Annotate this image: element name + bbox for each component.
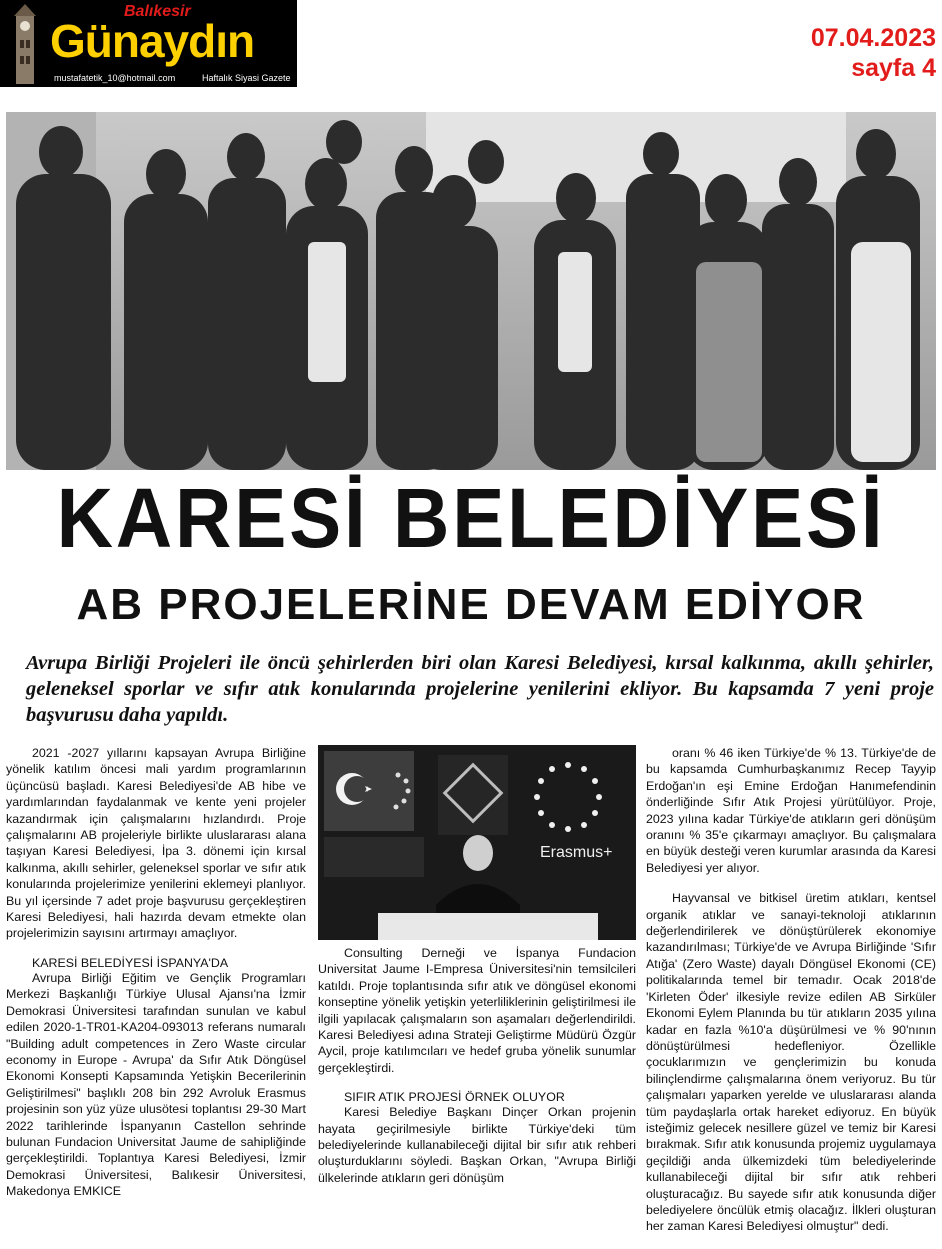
group-photo — [6, 112, 936, 470]
inset-photo — [318, 745, 636, 940]
group-photo-image — [6, 112, 936, 470]
section-heading: KARESİ BELEDİYESİ İSPANYA'DA — [32, 955, 229, 970]
masthead-email: mustafatetik_10@hotmail.com — [54, 73, 176, 83]
masthead-name: Günaydın — [50, 15, 255, 67]
page-number: sayfa 4 — [851, 54, 936, 82]
article-column-2 — [318, 945, 636, 1200]
headline: KARESİ BELEDİYESİ — [56, 471, 886, 565]
paragraph: 2021 -2027 yıllarını kapsayan Avrupa Birliğine yönelik katılım öncesi mali yardım programlarının üçüncüsü başladı. Karesi Belediyesi'de AB hibe ve yardımlarından faydalanmak ve kente yeni projeler kazandırmak için çalışmalarını hızlandırdı. Proje çalışmalarını AB projeleriyle birlikte uluslararası alana taşıyan Karesi Belediyesi, İpa 3. dönemi için kırsal kalkınma, akıllı sehirler, geleneksel sporlar ve sıfır atık konularında projelerimize yenilerini eklemeyi planlıyor. Bu yıl içersinde 7 adet proje başvurusu gerçekleştiren Karesi Belediyesi, hali hazırda devam etmekte olan projelerimizin sayısını artırmayı amaçlıyor. — [6, 746, 306, 941]
inset-photo-image — [318, 745, 636, 940]
article-column-1 — [6, 745, 306, 1214]
masthead-tagline: Haftalık Siyasi Gazete — [202, 73, 291, 83]
paragraph: Hayvansal ve bitkisel üretim atıkları, kentsel organik atıklar ve sanayi-teknoloji atıklarının değerlendirilerek ve dönüştürülerek ekonomiye kazandırılması; Türkiye'de ve Avrupa Birliğinde 'Sıfır Atığa' (Zero Waste) dayalı Döngüsel Ekonomi (CE) politikalarında temel bir temadır. Ocak 2018'de 'Kirleten Öder' ilkesiyle revize edilen AB Sirküler Ekonomi Eylem Planında bu tür atıkların 2035 yılına kadar en fazla %10'a düşürülmesi ve % 90'nının dönüştürülmesi hedefleniyor. Özellikle çocuklarımızın ve gençlerimizin bu konuda bilinçlendirme çalışmalarına önem veriyoruz. Bu tür çalışmaları yaparken yerelde ve uluslararası alanda tüm paydaşlarla ortak hareket ediyoruz. En büyük isteğimiz gelecek nesillere güzel ve temiz bir Karesi bırakmak. Sıfır atık konusunda projemiz uygulamaya geçildiği anda ülkemizdeki tüm belediyelerinde kullanabileceği dijital bir sıfır atık rehberi oluşturacağız. Bu sayede sıfır atık konusunda diğer belediyelere öncülük etmiş olacağız. İlkleri oluşturan her zaman Karesi Belediyesi olmuştur" dedi. — [646, 891, 936, 1234]
issue-date: 07.04.2023 — [810, 24, 936, 52]
lead-paragraph: Avrupa Birliği Projeleri ile öncü şehirlerden biri olan Karesi Belediyesi, kırsal kalkınma, akıllı şehirler, geleneksel sporlar ve sıfır atık konularında projelerine yenilerini ekliyor. Bu kapsamda 7 yeni proje başvurusu daha yapıldı. — [26, 652, 934, 726]
paragraph: oranı % 46 iken Türkiye'de % 13. Türkiye'de de bu kapsamda Cumhurbaşkanımız Recep Tayyip Erdoğan'ın eşi Emine Erdoğan Hanımefendinin önderliğinde Sıfır Atık Projesi yürütülüyor. Proje, 2023 yılına kadar Türkiye'de atıkların geri dönüşüm oranını % 35'e çıkarmayı amaçlıyor. Bu çalışmalara en büyük desteği veren kurumlar arasında da Karesi Belediyesi yer alıyor. — [646, 746, 936, 875]
paragraph: Karesi Belediye Başkanı Dinçer Orkan projenin hayata geçirilmesiyle birlikte Türkiye'deki tüm belediyelerinde kullanabileceği dijital bir sıfır atık rehberi oluşturduklarını söyledi. Başkan Orkan, "Avrupa Birliği ülkelerinde atıkların geri dönüşüm — [318, 1105, 636, 1185]
section-heading: SIFIR ATIK PROJESİ ÖRNEK OLUYOR — [344, 1090, 565, 1105]
article-column-3 — [646, 745, 936, 1249]
inset-caption: Erasmus+ — [540, 844, 613, 861]
masthead-logo — [0, 0, 297, 87]
paragraph: Avrupa Birliği Eğitim ve Gençlik Programları Merkezi Başkanlığı Türkiye Ulusal Ajansı'na İzmir Demokrasi Üniversitesi tarafından sunulan ve kabul edilen 2020-1-TR01-KA204-093013 referans numaralı "Building adult competences in Zero Waste circular economy in Europe - Avrupa' da Sıfır Atık Döngüsel Ekonomi Konsepti Kapsamında Yetişkin Becerilerinin Geliştirilmesi" başlıklı 208 bin 292 Avroluk Erasmus projesinin son yüz yüze ulusötesi toplantısı 29-30 Mart 2022 tarihlerinde İspanyanın Castellon sehrinde bulunan Fundacion Universitat Jaume de sahipliğinde gerçekleştirildi. Toplantıya Karesi Belediyesi, İzmir Demokrasi Üniversitesi, Balıkesir Üniversitesi, Makedonya EMKICE — [6, 970, 306, 1199]
paragraph: Consulting Derneği ve İspanya Fundacion Universitat Jaume I-Empresa Üniversitesi'nin temsilcileri katıldı. Proje toplantısında sıfır atık ve döngüsel ekonomi konseptine yönelik yetişkin yeterliliklerinin geliştirilmesi ile ilgili yapılacak çalışmaların son aşamaları değerlendirildi. Karesi Belediyesi adına Strateji Geliştirme Müdürü Özgür Aycil, proje katılımcıları ve hedef gruba yönelik sunumlar gerçekleştirdi. — [318, 946, 636, 1075]
subheadline: AB PROJELERİNE DEVAM EDİYOR — [76, 580, 866, 629]
masthead-city: Balıkesir — [124, 3, 191, 20]
clock-tower-icon — [4, 4, 46, 84]
